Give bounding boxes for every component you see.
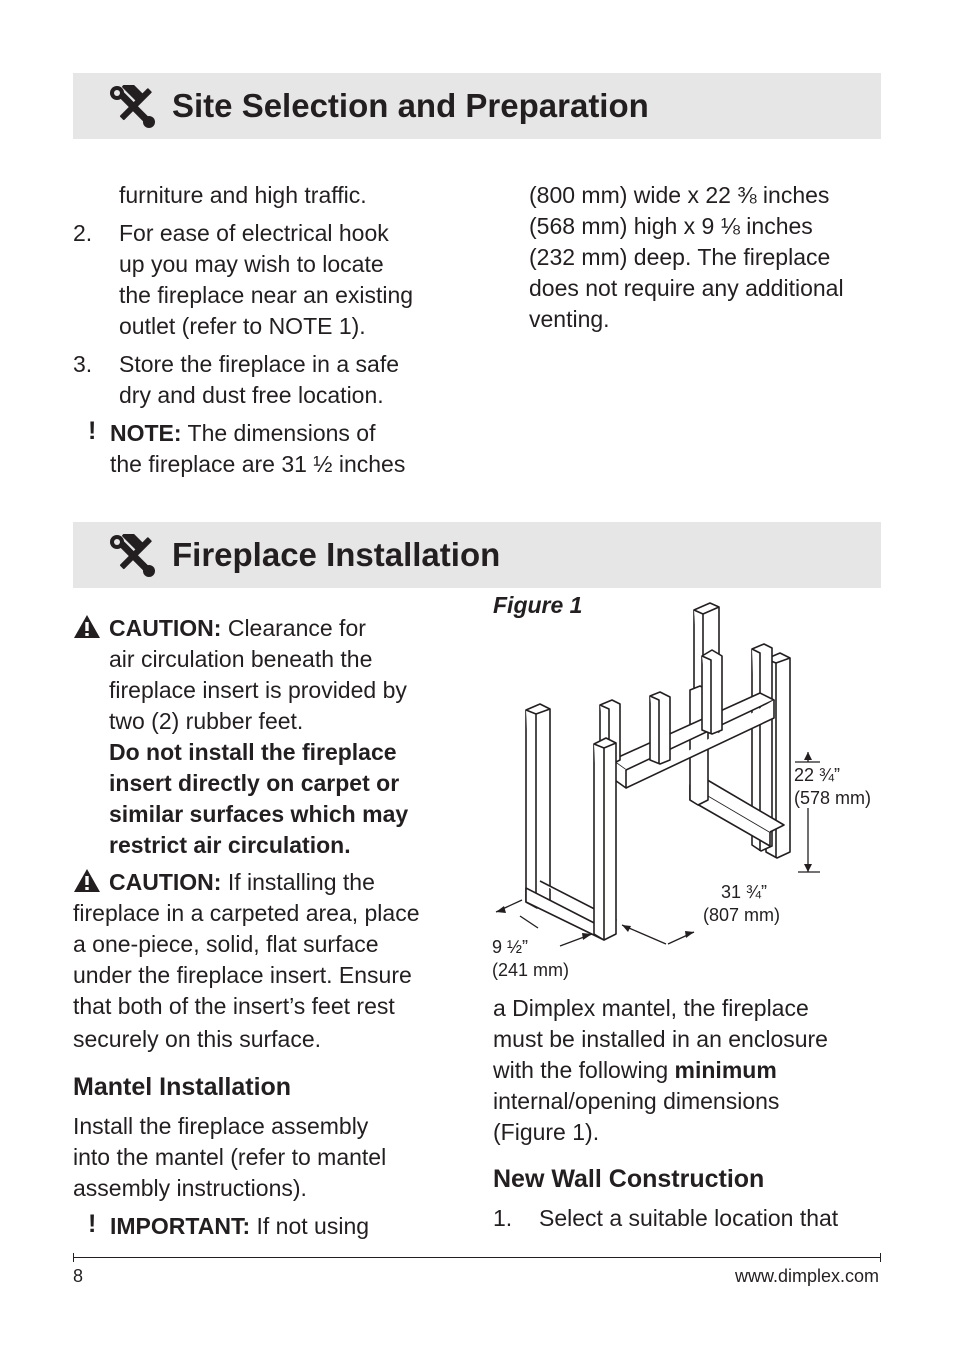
tools-icon: [109, 534, 157, 578]
list-number: 1.: [493, 1205, 513, 1231]
paragraph-line: must be installed in an enclosure: [493, 1026, 828, 1052]
section-title: Fireplace Installation: [172, 536, 501, 573]
page-number: 8: [73, 1266, 84, 1286]
paragraph-line: (Figure 1).: [493, 1119, 600, 1145]
subheading-new-wall-construction: New Wall Construction: [493, 1165, 765, 1193]
note-exclamation-icon: !: [88, 417, 97, 445]
footer-rule-tick: [880, 1253, 881, 1262]
width-dimension-mm: (807 mm): [703, 905, 781, 925]
paragraph-line: venting.: [529, 306, 610, 332]
footer-rule-tick: [73, 1253, 74, 1262]
caution-line: [109, 613, 366, 644]
list-item-line: For ease of electrical hook: [119, 220, 389, 246]
paragraph-line: (800 mm) wide x 22 ⅜ inches: [529, 182, 830, 208]
caution-line: [109, 867, 375, 898]
height-dimension-inches: 22 ¾”: [794, 765, 841, 785]
important-label: IMPORTANT:: [110, 1213, 251, 1239]
important-exclamation-icon: !: [88, 1210, 97, 1238]
subheading-mantel-installation: Mantel Installation: [73, 1073, 292, 1101]
caution-line: a one-piece, solid, flat surface: [73, 931, 379, 957]
list-item-line: the fireplace near an existing: [119, 282, 414, 308]
caution-bold-line: Do not install the fireplace: [109, 739, 397, 765]
width-dimension-inches: 31 ¾”: [721, 882, 768, 902]
warning-icon: [73, 868, 101, 893]
paragraph-line: (568 mm) high x 9 ⅛ inches: [529, 213, 813, 239]
note-line: the fireplace are 31 ½ inches: [110, 451, 406, 477]
note-label: NOTE:: [110, 420, 182, 446]
section-header-fireplace-installation: [73, 522, 881, 588]
note-line: [110, 418, 375, 449]
list-continuation: furniture and high traffic.: [119, 182, 367, 208]
list-number: 3.: [73, 351, 93, 377]
list-item-line: up you may wish to locate: [119, 251, 384, 277]
caution-line: fireplace in a carpeted area, place: [73, 900, 420, 926]
note-text: The dimensions of: [181, 420, 376, 446]
paragraph-line: internal/opening dimensions: [493, 1088, 780, 1114]
list-number: 2.: [73, 220, 93, 246]
caution-line: under the fireplace insert. Ensure: [73, 962, 412, 988]
paragraph-line: into the mantel (refer to mantel: [73, 1144, 387, 1170]
caution-label: CAUTION:: [109, 869, 222, 895]
list-item-line: Store the fireplace in a safe: [119, 351, 399, 377]
caution-line: fireplace insert is provided by: [109, 677, 407, 703]
paragraph-line: does not require any additional: [529, 275, 844, 301]
footer-rule: [73, 1257, 881, 1258]
list-item-line: Select a suitable location that: [539, 1205, 839, 1231]
list-item-line: dry and dust free location.: [119, 382, 384, 408]
paragraph-text: with the following: [493, 1057, 675, 1083]
caution-bold-line: restrict air circulation.: [109, 832, 351, 858]
section-header-site-selection: [73, 73, 881, 139]
tools-icon: [109, 85, 157, 129]
paragraph-line: Install the fireplace assembly: [73, 1113, 369, 1139]
caution-text: Clearance for: [221, 615, 366, 641]
important-line: [110, 1211, 369, 1242]
important-text: If not using: [250, 1213, 370, 1239]
caution-text: If installing the: [221, 869, 375, 895]
caution-line: securely on this surface.: [73, 1026, 322, 1052]
caution-line: that both of the insert’s feet rest: [73, 993, 395, 1019]
section-title: Site Selection and Preparation: [172, 87, 649, 124]
warning-icon: [73, 614, 101, 639]
emphasis-text: minimum: [674, 1057, 777, 1083]
depth-dimension-mm: (241 mm): [492, 960, 570, 980]
paragraph-line: [493, 1055, 777, 1086]
paragraph-line: (232 mm) deep. The fireplace: [529, 244, 831, 270]
figure-title: Figure 1: [493, 592, 583, 618]
paragraph-line: a Dimplex mantel, the fireplace: [493, 995, 809, 1021]
list-item-line: outlet (refer to NOTE 1).: [119, 313, 366, 339]
caution-bold-line: similar surfaces which may: [109, 801, 409, 827]
caution-label: CAUTION:: [109, 615, 222, 641]
depth-dimension-inches: 9 ½”: [492, 937, 529, 957]
caution-line: two (2) rubber feet.: [109, 708, 304, 734]
height-dimension-mm: (578 mm): [794, 788, 872, 808]
caution-bold-line: insert directly on carpet or: [109, 770, 400, 796]
paragraph-line: assembly instructions).: [73, 1175, 307, 1201]
caution-line: air circulation beneath the: [109, 646, 373, 672]
footer-website: www.dimplex.com: [734, 1266, 879, 1286]
